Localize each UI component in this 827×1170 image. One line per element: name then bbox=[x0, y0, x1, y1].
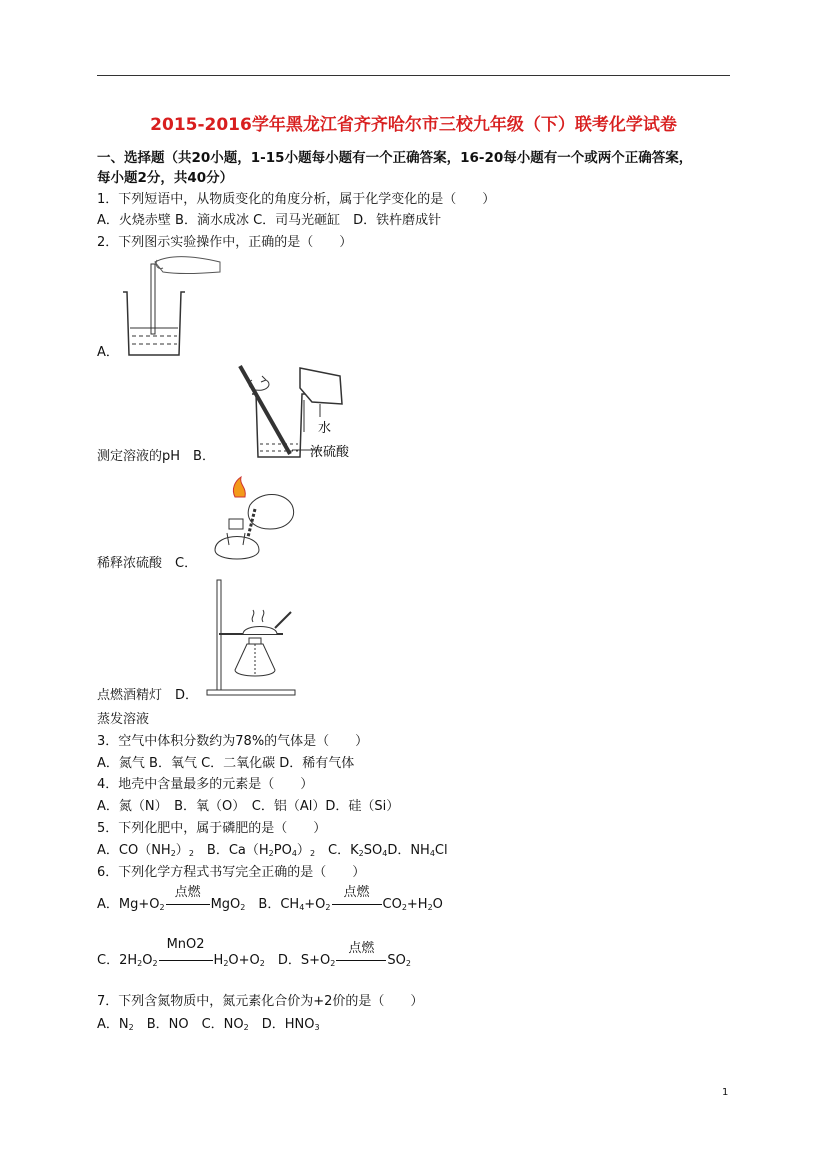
q3-stem: 3．空气中体积分数约为78%的气体是（ ） bbox=[97, 734, 369, 749]
header-rule bbox=[97, 75, 730, 76]
fig-b-water-label: 水 bbox=[318, 420, 332, 435]
q2-caption-d: 蒸发溶液 bbox=[97, 712, 150, 727]
q5-options: A．$CO(NH_2)_2$ B．$Ca(H_2PO_4)_2$ C．$K_2SO_4D$．$NH_4Cl$ bbox=[97, 843, 448, 858]
section-heading-line1: 一、选择题（共20小题，1-15小题每小题有一个正确答案，16-20每小题有一个或两个正确答案， bbox=[97, 150, 693, 166]
q1-stem: 1．下列短语中，从物质变化的角度分析，属于化学变化的是（ ） bbox=[97, 192, 496, 207]
q3-options: A．氮气 B．氧气 C．二氧化碳 D．稀有气体 bbox=[97, 756, 355, 771]
equation-arrow-a: 点燃 bbox=[166, 897, 210, 912]
section-heading-line2: 每小题2分，共40分） bbox=[97, 170, 234, 186]
q4-options: A．氮（N） B．氧（O） C．铝（Al）D．硅（Si） bbox=[97, 799, 400, 814]
equation-arrow-c: MnO2 bbox=[159, 953, 213, 968]
figure-light-lamp bbox=[205, 475, 295, 570]
equation-arrow-d: 点燃 bbox=[336, 953, 386, 968]
figure-dilute-acid bbox=[230, 362, 360, 462]
q7-stem: 7．下列含氮物质中，氮元素化合价为+2价的是（ ） bbox=[97, 994, 424, 1009]
q1-options: A．火烧赤壁 B．滴水成冰 C．司马光砸缸 D．铁杵磨成针 bbox=[97, 213, 442, 228]
equation-arrow-b: 点燃 bbox=[332, 897, 382, 912]
paper-title: 2015-2016学年黑龙江省齐齐哈尔市三校九年级（下）联考化学试卷 bbox=[150, 115, 677, 135]
q6-stem: 6．下列化学方程式书写完全正确的是（ ） bbox=[97, 865, 366, 880]
q6-options-ab: A．$Mg+O_2$ 点燃 MgO$_2$ B．$CH_4+O_2$ 点燃 $CO_2+H_2O$ bbox=[97, 885, 443, 912]
q5-stem: 5．下列化肥中，属于磷肥的是（ ） bbox=[97, 821, 327, 836]
q6-options-cd: C．$2H_2O_2$ MnO2 $H_2O+O_2$ D．$S+O_2$ 点燃 $SO_2$ bbox=[97, 937, 411, 968]
page-number: 1 bbox=[722, 1087, 729, 1098]
q4-stem: 4．地壳中含量最多的元素是（ ） bbox=[97, 777, 314, 792]
fig-b-acid-label: 浓硫酸 bbox=[310, 444, 350, 459]
figure-evaporation bbox=[205, 578, 305, 698]
q2-caption-b-label-c: 稀释浓硫酸 C． bbox=[97, 556, 198, 571]
figure-ph-test bbox=[115, 250, 225, 362]
q2-caption-c-label-d: 点燃酒精灯 D． bbox=[97, 688, 199, 703]
q7-options: A．$N_2$ B．NO C．$NO_2$ D．$HNO_3$ bbox=[97, 1017, 320, 1032]
q2-caption-a-label-b: 测定溶液的pH B． bbox=[97, 449, 215, 464]
q2-stem: 2．下列图示实验操作中，正确的是（ ） bbox=[97, 235, 353, 250]
q2-label-a: A． bbox=[97, 345, 119, 360]
